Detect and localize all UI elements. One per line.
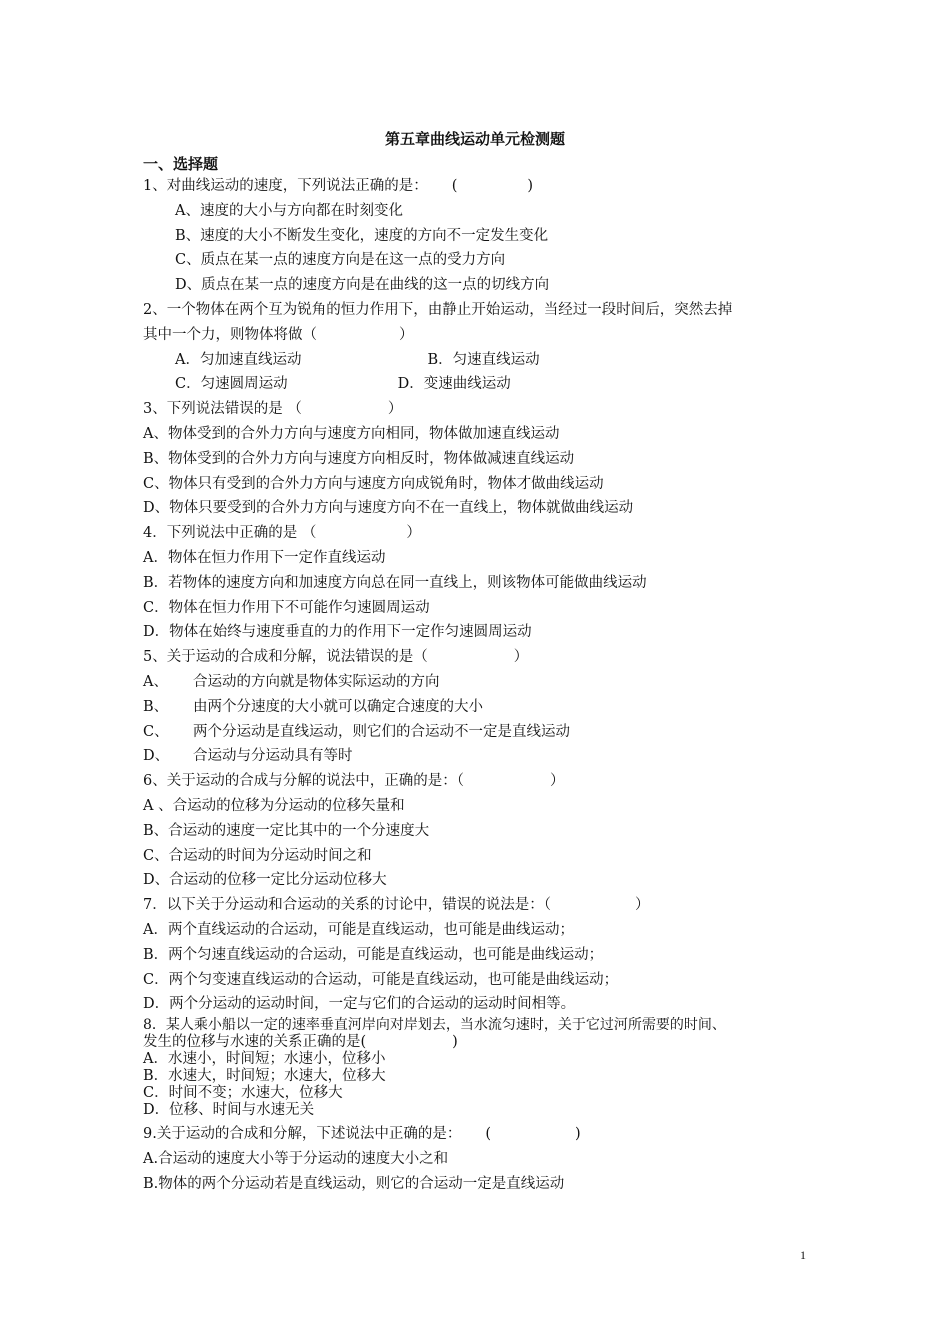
question-1-option-d: D、质点在某一点的速度方向是在曲线的这一点的切线方向 (175, 277, 550, 294)
question-7-option-c: C．两个匀变速直线运动的合运动，可能是直线运动，也可能是曲线运动； (143, 971, 619, 988)
question-8-option-c: C．时间不变；水速大，位移大 (143, 1085, 343, 1102)
section-heading: 一、选择题 (143, 155, 219, 173)
question-8-option-b: B．水速大，时间短；水速大，位移大 (143, 1068, 386, 1085)
question-4-stem: 4．下列说法中正确的是 （ ） (143, 525, 421, 542)
question-9-option-a: A.合运动的速度大小等于分运动的速度大小之和 (143, 1150, 449, 1167)
question-5-option-a: A、 合运动的方向就是物体实际运动的方向 (143, 673, 440, 690)
question-9-option-b: B.物体的两个分运动若是直线运动，则它的合运动一定是直线运动 (143, 1175, 565, 1192)
question-3-option-c: C、物体只有受到的合外力方向与速度方向成锐角时，物体才做曲线运动 (143, 475, 604, 492)
question-5-stem: 5、关于运动的合成和分解，说法错误的是（ ） (143, 649, 529, 666)
question-5-option-c: C、 两个分运动是直线运动，则它们的合运动不一定是直线运动 (143, 723, 570, 740)
question-8-option-a: A．水速小，时间短；水速小，位移小 (143, 1051, 386, 1068)
question-1-option-a: A、速度的大小与方向都在时刻变化 (175, 202, 403, 219)
question-2-option-c: C．匀速圆周运动 (175, 376, 288, 393)
question-2-stem: 2、一个物体在两个互为锐角的恒力作用下，由静止开始运动，当经过一段时间后，突然去掉 (143, 301, 733, 318)
question-9-stem: 9.关于运动的合成和分解，下述说法中正确的是： ( ) (143, 1126, 581, 1143)
question-8-option-d: D．位移、时间与水速无关 (143, 1102, 315, 1119)
question-2-options-cd (143, 372, 823, 397)
question-4-option-a: A．物体在恒力作用下一定作直线运动 (143, 549, 386, 566)
question-7-stem: 7．以下关于分运动和合运动的关系的讨论中，错误的说法是：（ ） (143, 897, 650, 914)
question-4-option-d: D．物体在始终与速度垂直的力的作用下一定作匀速圆周运动 (143, 624, 532, 641)
question-7-option-a: A．两个直线运动的合运动，可能是直线运动，也可能是曲线运动； (143, 921, 574, 938)
question-7-option-d: D．两个分运动的运动时间，一定与它们的合运动的运动时间相等。 (143, 996, 576, 1013)
question-1-stem: 1、对曲线运动的速度，下列说法正确的是： ( ) (143, 178, 534, 194)
page-number: 1 (800, 1248, 806, 1262)
question-6-option-c: C、合运动的时间为分运动时间之和 (143, 847, 372, 864)
question-6-option-d: D、合运动的位移一定比分运动位移大 (143, 872, 387, 889)
question-8-stem-cont: 发生的位移与水速的关系正确的是( ) (143, 1034, 458, 1051)
question-2-option-b: B．匀速直线运动 (427, 351, 540, 368)
question-3-option-d: D、物体只要受到的合外力方向与速度方向不在一直线上，物体就做曲线运动 (143, 500, 634, 517)
question-5-option-d: D、 合运动与分运动具有等时 (143, 748, 353, 765)
question-1-option-c: C、质点在某一点的速度方向是在这一点的受力方向 (175, 252, 506, 269)
question-2-option-a: A．匀加速直线运动 (175, 351, 302, 368)
question-3-stem: 3、下列说法错误的是 （ ） (143, 401, 403, 418)
question-3-option-b: B、物体受到的合外力方向与速度方向相反时，物体做减速直线运动 (143, 450, 575, 467)
question-7-option-b: B．两个匀速直线运动的合运动，可能是直线运动，也可能是曲线运动； (143, 946, 604, 963)
question-2-option-d: D．变速曲线运动 (397, 376, 511, 393)
question-5-option-b: B、 由两个分速度的大小就可以确定合速度的大小 (143, 698, 483, 715)
question-4-option-c: C．物体在恒力作用下不可能作匀速圆周运动 (143, 599, 430, 616)
question-3-option-a: A、物体受到的合外力方向与速度方向相同，物体做加速直线运动 (143, 425, 560, 442)
question-6-stem: 6、关于运动的合成与分解的说法中，正确的是：（ ） (143, 773, 565, 790)
question-4-option-b: B．若物体的速度方向和加速度方向总在同一直线上，则该物体可能做曲线运动 (143, 574, 647, 591)
question-2-options-ab (143, 348, 823, 373)
question-list (143, 174, 823, 1196)
question-1-option-b: B、速度的大小不断发生变化，速度的方向不一定发生变化 (175, 227, 549, 244)
page-title: 第五章曲线运动单元检测题 (384, 130, 565, 148)
question-6-option-b: B、合运动的速度一定比其中的一个分速度大 (143, 822, 430, 839)
question-8-stem: 8．某人乘小船以一定的速率垂直河岸向对岸划去，当水流匀速时，关于它过河所需要的时间、 (143, 1017, 726, 1034)
question-6-option-a: A 、合运动的位移为分运动的位移矢量和 (143, 797, 405, 814)
question-2-stem-cont: 其中一个力，则物体将做（ ） (143, 326, 414, 343)
